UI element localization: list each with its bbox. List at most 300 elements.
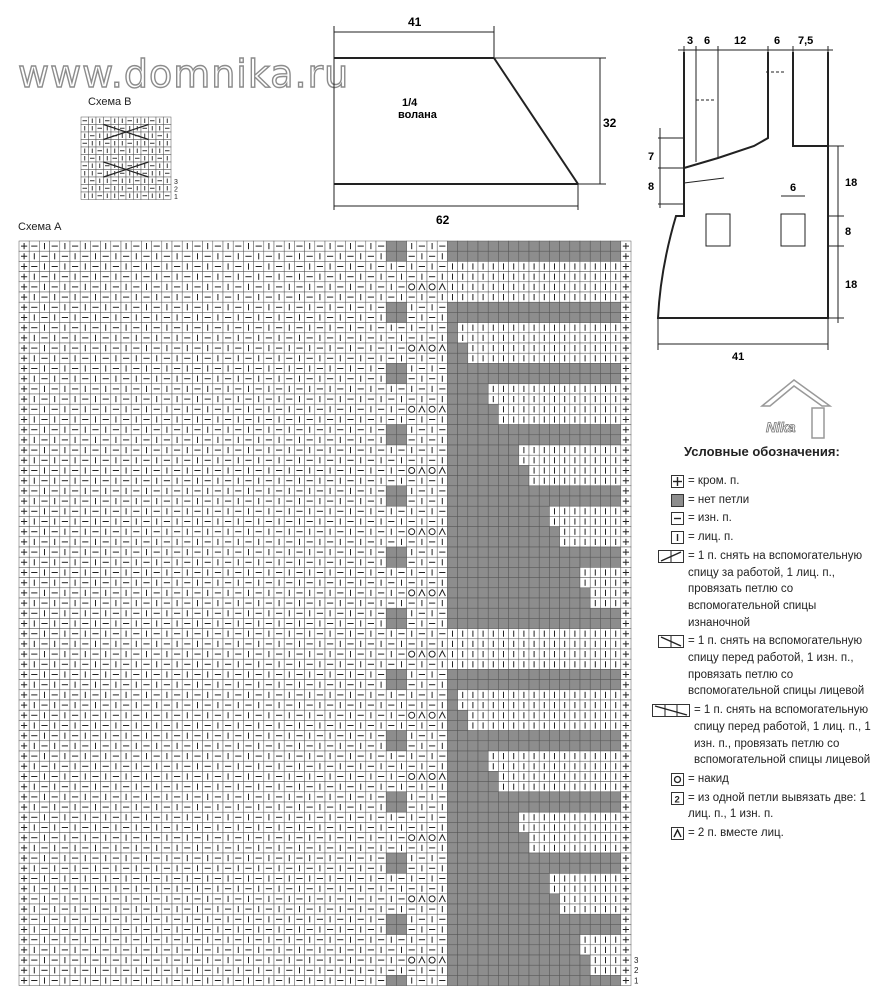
chart-cell-no-stitch (447, 251, 457, 261)
chart-cell-no-stitch (539, 374, 549, 384)
chart-cell-no-stitch (447, 384, 457, 394)
chart-cell-no-stitch (488, 578, 498, 588)
chart-cell-no-stitch (478, 588, 488, 598)
chart-cell-no-stitch (468, 588, 478, 598)
chart-cell-no-stitch (539, 547, 549, 557)
chart-cell-no-stitch (458, 302, 468, 312)
chart-cell-no-stitch (539, 241, 549, 251)
chart-cell-no-stitch (468, 516, 478, 526)
chart-cell-no-stitch (611, 251, 621, 261)
chart-cell-no-stitch (529, 537, 539, 547)
chart-cell-no-stitch (539, 363, 549, 373)
chart-cell-no-stitch (611, 435, 621, 445)
chart-cell-no-stitch (600, 363, 610, 373)
chart-cell-no-stitch (519, 435, 529, 445)
chart-cell-no-stitch (509, 496, 519, 506)
chart-cell-no-stitch (580, 618, 590, 628)
chart-cell-no-stitch (560, 363, 570, 373)
chart-cell-no-stitch (488, 302, 498, 312)
chart-cell-no-stitch (458, 608, 468, 618)
chart-cell-no-stitch (529, 302, 539, 312)
chart-cell-no-stitch (529, 618, 539, 628)
chart-cell-no-stitch (509, 547, 519, 557)
chart-cell-no-stitch (478, 312, 488, 322)
chart-cell-no-stitch (509, 435, 519, 445)
chart-cell-no-stitch (529, 547, 539, 557)
chart-cell-no-stitch (488, 527, 498, 537)
chart-cell-no-stitch (590, 363, 600, 373)
chart-cell-no-stitch (519, 302, 529, 312)
chart-cell-no-stitch (509, 537, 519, 547)
nika-logo (752, 372, 842, 444)
chart-cell-no-stitch (447, 496, 457, 506)
chart-cell-no-stitch (498, 537, 508, 547)
chart-cell-no-stitch (488, 537, 498, 547)
chart-cell-no-stitch (488, 557, 498, 567)
chart-cell-no-stitch (478, 516, 488, 526)
chart-cell-no-stitch (611, 496, 621, 506)
chart-cell-no-stitch (478, 527, 488, 537)
chart-cell-no-stitch (468, 241, 478, 251)
chart-cell-no-stitch (570, 608, 580, 618)
chart-cell-no-stitch (498, 567, 508, 577)
chart-cell-no-stitch (539, 506, 549, 516)
chart-cell-no-stitch (386, 557, 396, 567)
chart-cell-no-stitch (468, 425, 478, 435)
chart-cell-no-stitch (570, 598, 580, 608)
schema-b-chart (80, 116, 190, 206)
schema-a-title: Схема А (18, 221, 62, 233)
chart-cell-no-stitch (509, 506, 519, 516)
chart-cell (407, 343, 417, 353)
chart-cell-no-stitch (509, 578, 519, 588)
chart-cell-no-stitch (611, 618, 621, 628)
chart-cell-no-stitch (580, 557, 590, 567)
chart-cell-no-stitch (458, 547, 468, 557)
chart-cell-no-stitch (447, 404, 457, 414)
chart-cell-no-stitch (468, 578, 478, 588)
chart-cell-no-stitch (580, 241, 590, 251)
chart-cell-no-stitch (560, 486, 570, 496)
chart-cell-no-stitch (509, 241, 519, 251)
chart-cell-no-stitch (529, 363, 539, 373)
chart-cell-no-stitch (488, 465, 498, 475)
chart-cell-no-stitch (458, 537, 468, 547)
chart-cell-no-stitch (478, 435, 488, 445)
chart-cell-no-stitch (478, 414, 488, 424)
chart-cell-no-stitch (468, 547, 478, 557)
chart-cell-no-stitch (478, 537, 488, 547)
chart-cell-no-stitch (509, 312, 519, 322)
chart-cell-no-stitch (590, 425, 600, 435)
chart-cell-no-stitch (498, 516, 508, 526)
chart-cell-no-stitch (560, 312, 570, 322)
chart-cell-no-stitch (549, 608, 559, 618)
chart-cell-no-stitch (560, 425, 570, 435)
chart-cell-no-stitch (570, 302, 580, 312)
chart-cell-no-stitch (600, 241, 610, 251)
chart-cell-no-stitch (498, 588, 508, 598)
chart-cell-no-stitch (386, 363, 396, 373)
chart-cell-no-stitch (580, 588, 590, 598)
chart-cell-no-stitch (498, 435, 508, 445)
chart-cell-no-stitch (458, 476, 468, 486)
chart-cell-no-stitch (447, 333, 457, 343)
chart-cell-no-stitch (570, 486, 580, 496)
row-number-b: 3 (174, 179, 178, 186)
chart-cell-no-stitch (386, 486, 396, 496)
chart-cell-no-stitch (468, 537, 478, 547)
chart-cell-no-stitch (386, 496, 396, 506)
chart-cell-no-stitch (458, 241, 468, 251)
chart-cell-no-stitch (498, 445, 508, 455)
chart-cell-no-stitch (560, 598, 570, 608)
chart-cell-no-stitch (519, 527, 529, 537)
chart-cell-no-stitch (549, 578, 559, 588)
chart-cell-no-stitch (560, 374, 570, 384)
chart-cell-no-stitch (488, 445, 498, 455)
chart-cell-no-stitch (458, 404, 468, 414)
chart-cell-no-stitch (478, 465, 488, 475)
chart-cell (407, 282, 417, 292)
ruffle-label-1: 1/4 (402, 97, 418, 109)
chart-cell-no-stitch (468, 435, 478, 445)
chart-cell-no-stitch (498, 241, 508, 251)
chart-cell-no-stitch (488, 476, 498, 486)
chart-cell-no-stitch (560, 547, 570, 557)
chart-cell-no-stitch (519, 465, 529, 475)
chart-cell-no-stitch (611, 425, 621, 435)
chart-cell-no-stitch (458, 527, 468, 537)
chart-cell-no-stitch (458, 394, 468, 404)
ruffle-label-2: волана (398, 109, 437, 121)
chart-cell-no-stitch (570, 618, 580, 628)
logo-text: Nika (766, 419, 796, 435)
ruffle-schematic (320, 10, 620, 225)
chart-cell-no-stitch (580, 598, 590, 608)
chart-cell-no-stitch (590, 251, 600, 261)
chart-cell-no-stitch (458, 506, 468, 516)
chart-cell-no-stitch (580, 547, 590, 557)
chart-cell-no-stitch (458, 425, 468, 435)
chart-cell-no-stitch (447, 353, 457, 363)
chart-cell-no-stitch (386, 547, 396, 557)
chart-cell-no-stitch (611, 363, 621, 373)
chart-cell-no-stitch (447, 455, 457, 465)
dim-top-1: 3 (687, 35, 694, 47)
chart-cell-no-stitch (468, 608, 478, 618)
chart-cell-no-stitch (447, 588, 457, 598)
chart-cell-no-stitch (478, 302, 488, 312)
chart-cell-no-stitch (447, 476, 457, 486)
chart-cell-no-stitch (529, 598, 539, 608)
chart-cell-no-stitch (396, 251, 406, 261)
chart-cell-no-stitch (509, 445, 519, 455)
chart-cell-no-stitch (590, 374, 600, 384)
chart-cell-no-stitch (560, 302, 570, 312)
chart-cell-no-stitch (488, 455, 498, 465)
chart-cell-no-stitch (560, 251, 570, 261)
chart-cell-no-stitch (509, 618, 519, 628)
chart-cell-no-stitch (549, 374, 559, 384)
chart-cell-no-stitch (529, 567, 539, 577)
chart-cell-no-stitch (468, 527, 478, 537)
chart-cell-no-stitch (539, 608, 549, 618)
chart-cell-no-stitch (396, 608, 406, 618)
chart-cell-no-stitch (590, 496, 600, 506)
chart-cell-no-stitch (539, 302, 549, 312)
chart-cell-no-stitch (549, 241, 559, 251)
chart-cell-no-stitch (509, 527, 519, 537)
chart-cell-no-stitch (468, 394, 478, 404)
chart-cell-no-stitch (468, 363, 478, 373)
chart-cell-no-stitch (447, 547, 457, 557)
chart-cell-no-stitch (529, 435, 539, 445)
chart-cell-no-stitch (539, 425, 549, 435)
chart-cell-no-stitch (580, 435, 590, 445)
chart-cell-no-stitch (509, 588, 519, 598)
chart-cell-no-stitch (580, 425, 590, 435)
chart-cell-no-stitch (447, 312, 457, 322)
chart-cell-no-stitch (549, 537, 559, 547)
chart-cell-no-stitch (539, 537, 549, 547)
chart-cell-no-stitch (447, 527, 457, 537)
chart-cell-no-stitch (529, 608, 539, 618)
chart-cell-no-stitch (488, 414, 498, 424)
chart-cell-no-stitch (478, 384, 488, 394)
chart-cell-no-stitch (386, 312, 396, 322)
chart-cell-no-stitch (458, 435, 468, 445)
chart-cell (427, 527, 437, 537)
chart-cell-no-stitch (396, 241, 406, 251)
chart-cell-no-stitch (478, 374, 488, 384)
chart-cell-no-stitch (560, 567, 570, 577)
chart-cell-no-stitch (386, 374, 396, 384)
schema-a-chart (18, 240, 648, 992)
chart-cell-no-stitch (478, 557, 488, 567)
chart-cell-no-stitch (509, 374, 519, 384)
chart-cell-no-stitch (570, 374, 580, 384)
chart-cell-no-stitch (570, 251, 580, 261)
dim-top-3: 12 (734, 35, 747, 47)
chart-cell-no-stitch (478, 506, 488, 516)
chart-cell-no-stitch (580, 608, 590, 618)
chart-cell-no-stitch (509, 425, 519, 435)
chart-cell-no-stitch (488, 241, 498, 251)
ruffle-dim-side: 32 (603, 116, 617, 130)
chart-cell-no-stitch (560, 618, 570, 628)
chart-cell-no-stitch (560, 557, 570, 567)
chart-cell-no-stitch (488, 547, 498, 557)
chart-cell-no-stitch (396, 312, 406, 322)
chart-cell-no-stitch (386, 608, 396, 618)
chart-cell-no-stitch (447, 363, 457, 373)
chart-cell-no-stitch (498, 302, 508, 312)
chart-cell-no-stitch (386, 251, 396, 261)
chart-cell-no-stitch (590, 435, 600, 445)
chart-cell-no-stitch (539, 618, 549, 628)
chart-cell-no-stitch (600, 435, 610, 445)
chart-cell-no-stitch (560, 496, 570, 506)
chart-cell-no-stitch (539, 435, 549, 445)
chart-cell-no-stitch (529, 506, 539, 516)
schema-b-title: Схема В (88, 96, 132, 108)
chart-cell-no-stitch (600, 486, 610, 496)
chart-cell-no-stitch (590, 241, 600, 251)
chart-cell-no-stitch (488, 567, 498, 577)
chart-cell-no-stitch (580, 486, 590, 496)
chart-cell (427, 465, 437, 475)
chart-cell-no-stitch (458, 486, 468, 496)
chart-cell-no-stitch (590, 302, 600, 312)
chart-cell-no-stitch (468, 476, 478, 486)
chart-cell-no-stitch (560, 435, 570, 445)
chart-cell-no-stitch (498, 455, 508, 465)
chart-cell-no-stitch (600, 618, 610, 628)
chart-cell-no-stitch (498, 527, 508, 537)
chart-cell-no-stitch (498, 547, 508, 557)
chart-cell-no-stitch (519, 363, 529, 373)
chart-cell-no-stitch (600, 312, 610, 322)
chart-cell-no-stitch (529, 527, 539, 537)
chart-cell-no-stitch (590, 618, 600, 628)
chart-cell-no-stitch (447, 394, 457, 404)
chart-cell-no-stitch (509, 363, 519, 373)
chart-cell-no-stitch (560, 241, 570, 251)
chart-cell-no-stitch (560, 588, 570, 598)
chart-cell-no-stitch (570, 496, 580, 506)
chart-cell-no-stitch (478, 486, 488, 496)
chart-cell-no-stitch (447, 425, 457, 435)
chart-cell-no-stitch (458, 465, 468, 475)
chart-cell-no-stitch (488, 404, 498, 414)
watermark: www.domnika.ru (18, 52, 350, 96)
chart-cell-no-stitch (498, 363, 508, 373)
row-number-b: 1 (174, 194, 178, 201)
chart-cell-no-stitch (560, 578, 570, 588)
chart-cell-no-stitch (447, 302, 457, 312)
chart-cell (407, 404, 417, 414)
chart-cell-no-stitch (549, 363, 559, 373)
chart-cell-no-stitch (468, 496, 478, 506)
chart-cell-no-stitch (539, 527, 549, 537)
dim-right-1: 18 (845, 177, 858, 189)
dim-left-1: 7 (648, 151, 655, 163)
chart-cell-no-stitch (509, 465, 519, 475)
chart-cell-no-stitch (539, 588, 549, 598)
chart-cell-no-stitch (478, 394, 488, 404)
chart-cell-no-stitch (509, 251, 519, 261)
chart-cell-no-stitch (509, 476, 519, 486)
chart-cell-no-stitch (478, 455, 488, 465)
chart-cell-no-stitch (590, 608, 600, 618)
chart-cell-no-stitch (600, 547, 610, 557)
chart-cell-no-stitch (549, 547, 559, 557)
chart-cell-no-stitch (386, 425, 396, 435)
chart-cell-no-stitch (539, 598, 549, 608)
chart-cell-no-stitch (611, 241, 621, 251)
row-number-b: 2 (174, 186, 178, 194)
chart-cell-no-stitch (447, 374, 457, 384)
chart-cell (407, 588, 417, 598)
chart-cell-no-stitch (458, 445, 468, 455)
chart-cell-no-stitch (458, 578, 468, 588)
ruffle-dim-bottom: 62 (436, 213, 450, 225)
chart-cell-no-stitch (396, 302, 406, 312)
chart-cell-no-stitch (488, 312, 498, 322)
chart-cell-no-stitch (529, 486, 539, 496)
chart-cell-no-stitch (386, 618, 396, 628)
chart-cell-no-stitch (570, 557, 580, 567)
chart-cell (407, 527, 417, 537)
chart-cell-no-stitch (478, 608, 488, 618)
chart-cell-no-stitch (488, 486, 498, 496)
chart-cell-no-stitch (458, 384, 468, 394)
chart-cell-no-stitch (458, 455, 468, 465)
chart-cell-no-stitch (498, 476, 508, 486)
chart-cell-no-stitch (447, 608, 457, 618)
chart-cell-no-stitch (498, 465, 508, 475)
chart-cell-no-stitch (458, 363, 468, 373)
chart-cell-no-stitch (396, 425, 406, 435)
chart-cell-no-stitch (498, 557, 508, 567)
chart-cell-no-stitch (580, 312, 590, 322)
chart-cell-no-stitch (529, 425, 539, 435)
chart-cell-no-stitch (458, 496, 468, 506)
chart-cell-no-stitch (509, 516, 519, 526)
chart-cell-no-stitch (386, 302, 396, 312)
chart-cell-no-stitch (611, 547, 621, 557)
chart-cell-no-stitch (386, 669, 396, 679)
chart-cell-no-stitch (468, 302, 478, 312)
chart-cell-no-stitch (580, 374, 590, 384)
chart-cell-no-stitch (529, 251, 539, 261)
chart-cell-no-stitch (478, 567, 488, 577)
chart-cell-no-stitch (600, 557, 610, 567)
chart-cell-no-stitch (478, 476, 488, 486)
chart-cell-no-stitch (386, 241, 396, 251)
chart-cell-no-stitch (488, 598, 498, 608)
chart-cell-no-stitch (447, 567, 457, 577)
chart-cell-no-stitch (519, 374, 529, 384)
chart-cell-no-stitch (539, 578, 549, 588)
chart-cell-no-stitch (458, 516, 468, 526)
chart-cell-no-stitch (611, 312, 621, 322)
chart-cell-no-stitch (549, 435, 559, 445)
chart-cell-no-stitch (488, 363, 498, 373)
chart-cell (427, 404, 437, 414)
chart-cell-no-stitch (570, 578, 580, 588)
chart-cell-no-stitch (539, 312, 549, 322)
chart-cell-no-stitch (458, 588, 468, 598)
chart-cell-no-stitch (519, 476, 529, 486)
chart-cell-no-stitch (458, 343, 468, 353)
dim-left-2: 8 (648, 181, 655, 193)
chart-cell-no-stitch (611, 302, 621, 312)
chart-cell-no-stitch (488, 506, 498, 516)
chart-cell-no-stitch (611, 486, 621, 496)
chart-cell-no-stitch (600, 374, 610, 384)
chart-cell-no-stitch (458, 353, 468, 363)
chart-cell-no-stitch (539, 496, 549, 506)
chart-cell-no-stitch (468, 506, 478, 516)
chart-cell-no-stitch (468, 618, 478, 628)
chart-cell-no-stitch (447, 598, 457, 608)
chart-cell-no-stitch (396, 486, 406, 496)
ruffle-dim-top: 41 (408, 15, 422, 29)
chart-cell-no-stitch (488, 516, 498, 526)
chart-cell-no-stitch (519, 486, 529, 496)
